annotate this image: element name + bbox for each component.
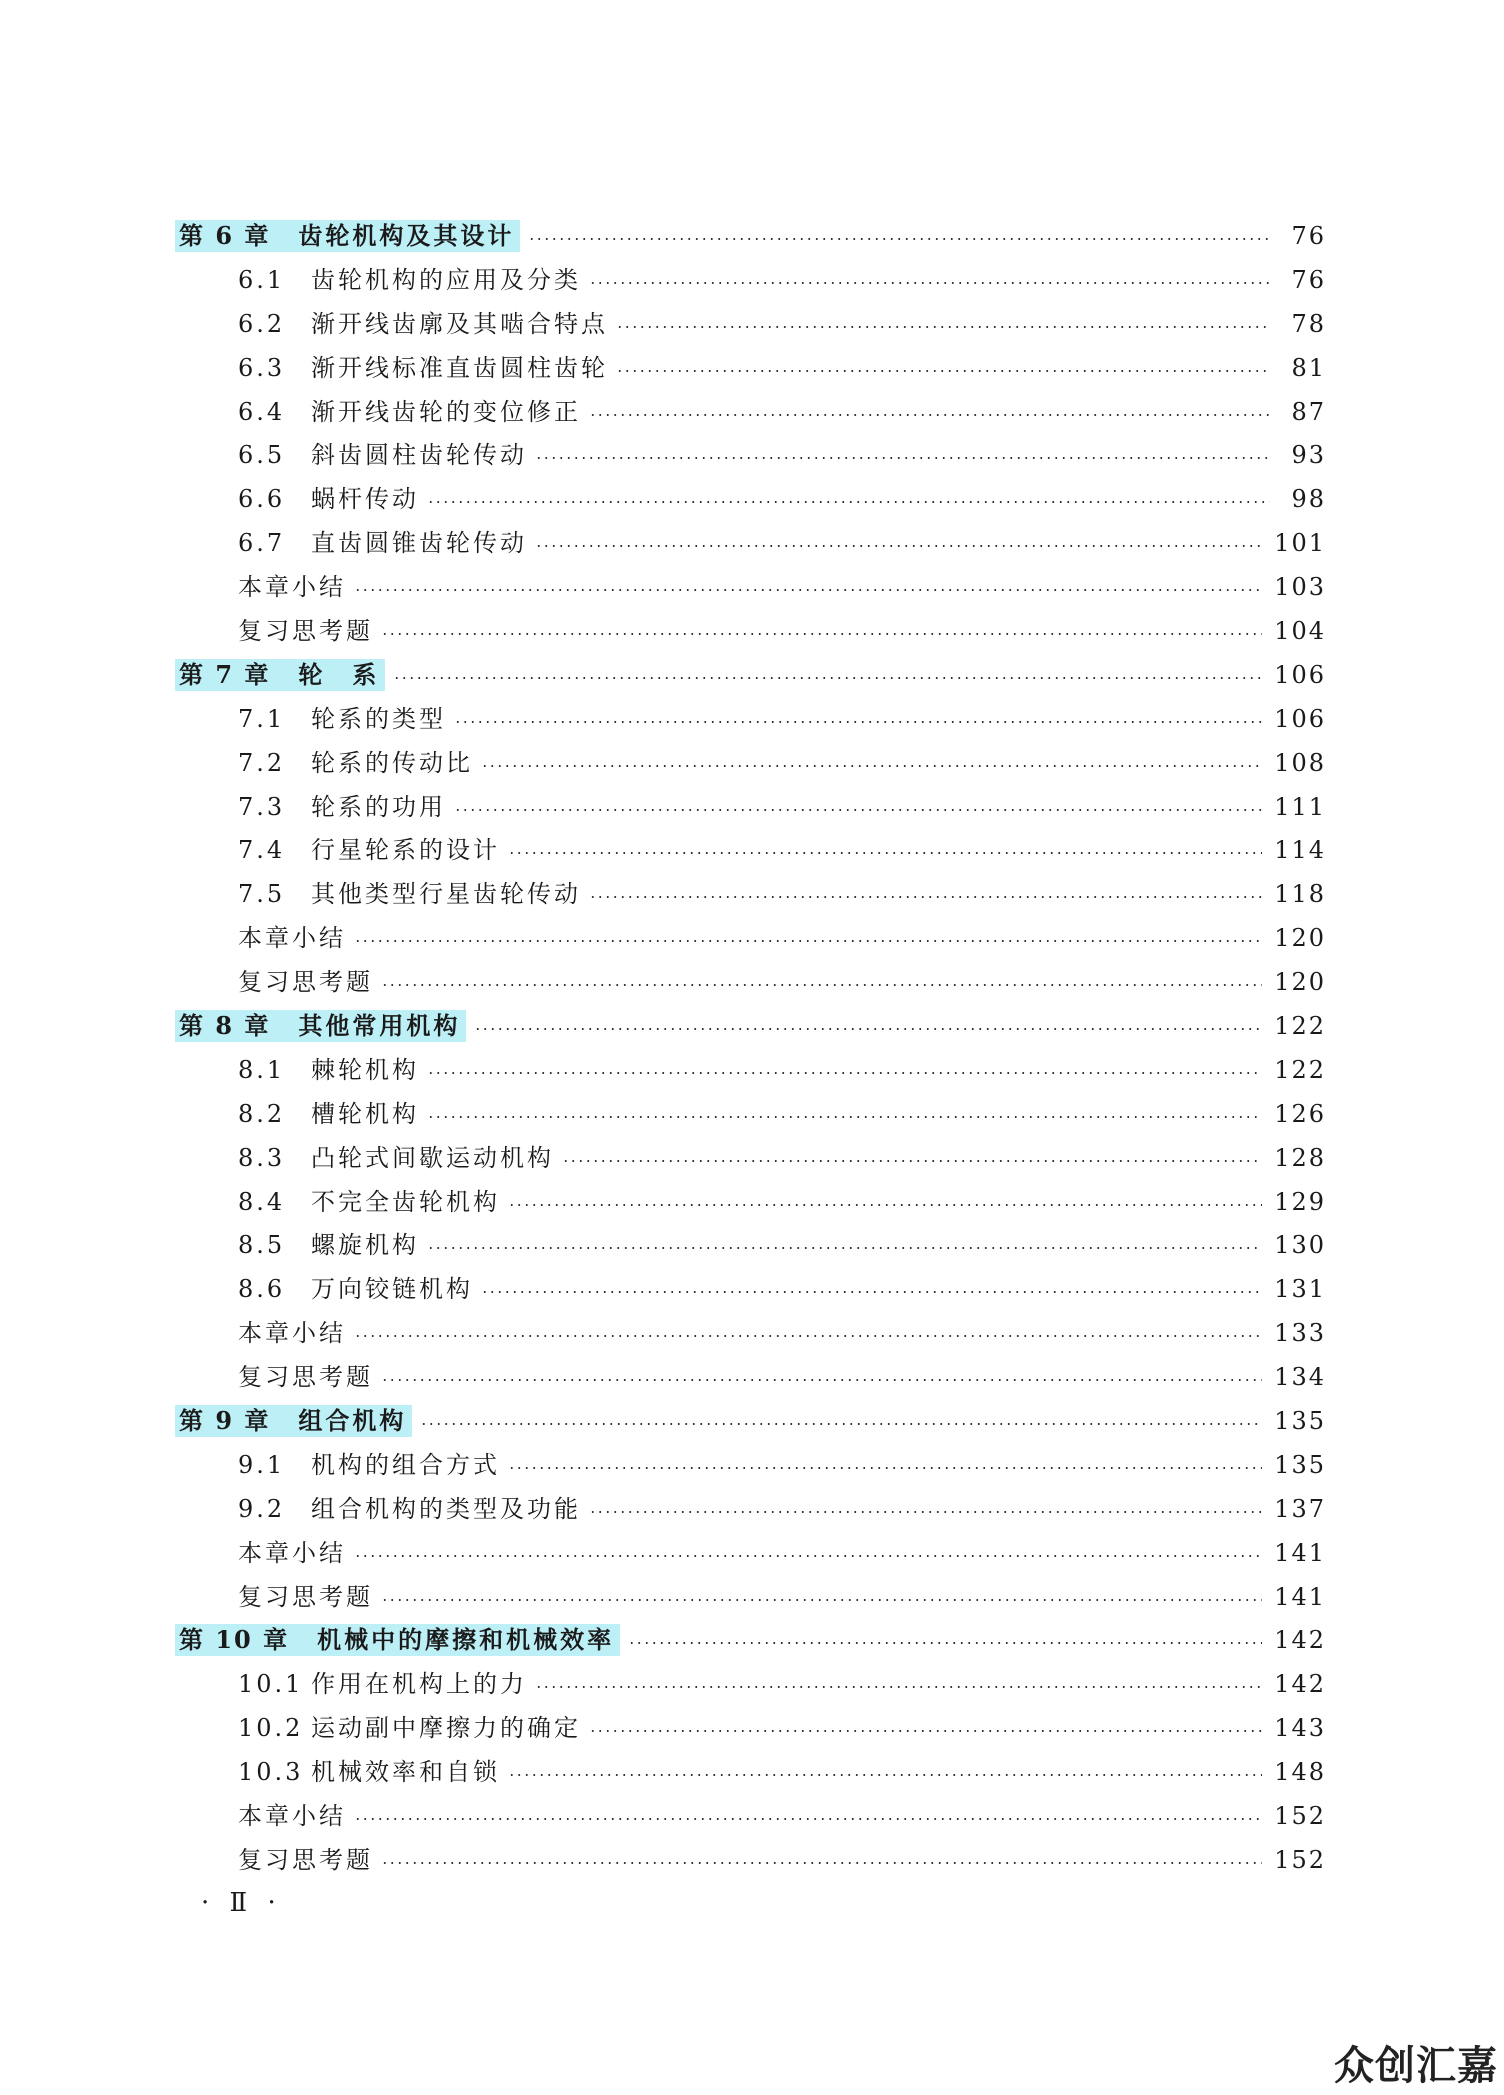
toc-entry-title: 凸轮式间歇运动机构	[311, 1143, 554, 1172]
toc-section-entry[interactable]	[179, 1223, 1326, 1267]
toc-entry-title: 行星轮系的设计	[311, 836, 500, 865]
dot-leader	[427, 1247, 1262, 1249]
dot-leader	[381, 1379, 1262, 1381]
toc-chapter-entry[interactable]	[179, 1399, 1326, 1443]
toc-entry-heading	[238, 1538, 346, 1567]
toc-entry-page-number: 126	[1274, 1099, 1326, 1128]
toc-entry-page-number: 152	[1274, 1802, 1326, 1830]
toc-entry-title: 复习思考题	[238, 1845, 373, 1874]
toc-entry-heading	[238, 353, 608, 382]
toc-section-entry[interactable]	[179, 1487, 1326, 1531]
dot-leader	[427, 1116, 1262, 1118]
toc-section-entry[interactable]	[179, 1662, 1326, 1706]
toc-entry-heading	[238, 397, 581, 426]
toc-section-entry[interactable]	[179, 521, 1326, 565]
dot-leader	[508, 1774, 1262, 1776]
dot-leader	[381, 1599, 1262, 1601]
toc-entry-page-number: 106	[1274, 660, 1326, 689]
toc-section-entry[interactable]	[179, 609, 1326, 653]
toc-entry-heading	[238, 265, 581, 294]
toc-chapter-entry[interactable]	[179, 1004, 1326, 1048]
toc-entry-title: 机械效率和自锁	[311, 1758, 500, 1787]
dot-leader	[381, 1862, 1262, 1864]
toc-entry-heading	[238, 792, 446, 821]
toc-section-entry[interactable]	[179, 1180, 1326, 1224]
dot-leader	[420, 1423, 1262, 1425]
toc-entry-heading	[238, 1494, 581, 1523]
toc-section-entry[interactable]	[179, 1838, 1326, 1882]
toc-entry-number: 8.6	[238, 1275, 286, 1304]
dot-leader	[481, 1291, 1262, 1293]
toc-section-entry[interactable]	[179, 565, 1326, 609]
toc-entry-page-number: 111	[1274, 792, 1326, 821]
toc-entry-page-number: 103	[1274, 573, 1326, 602]
toc-entry-heading	[175, 220, 520, 252]
dot-leader	[589, 896, 1262, 898]
toc-entry-page-number: 142	[1274, 1670, 1326, 1699]
toc-entry-heading	[238, 924, 346, 953]
toc-entry-number: 8.4	[238, 1187, 286, 1216]
toc-entry-number: 9.1	[238, 1450, 286, 1479]
toc-entry-page-number: 122	[1274, 1011, 1326, 1040]
dot-leader	[589, 414, 1270, 416]
dot-leader	[508, 1467, 1262, 1469]
toc-entry-number: 10.1	[238, 1670, 304, 1699]
toc-entry-number: 8.1	[238, 1055, 286, 1084]
toc-entry-page-number: 78	[1291, 309, 1326, 338]
toc-entry-page-number: 135	[1274, 1406, 1326, 1435]
toc-entry-page-number: 93	[1291, 441, 1326, 470]
toc-entry-heading	[238, 309, 608, 338]
toc-entry-number: 10.3	[238, 1758, 304, 1787]
toc-entry-number: 6.3	[238, 353, 286, 382]
toc-entry-page-number: 133	[1274, 1319, 1326, 1348]
toc-entry-title: 组合机构	[298, 1406, 407, 1435]
dot-leader	[393, 677, 1262, 679]
toc-entry-title: 组合机构的类型及功能	[311, 1494, 581, 1523]
toc-entry-heading	[238, 1099, 419, 1128]
toc-entry-number: 第 8 章	[179, 1010, 271, 1040]
dot-leader	[589, 282, 1270, 284]
toc-entry-title: 轮 系	[298, 660, 380, 689]
toc-entry-heading	[238, 1670, 527, 1699]
toc-entry-page-number: 114	[1274, 836, 1326, 865]
toc-entry-title: 机械中的摩擦和机械效率	[317, 1626, 615, 1655]
toc-entry-title: 本章小结	[238, 1802, 346, 1830]
toc-entry-page-number: 142	[1274, 1626, 1326, 1655]
toc-entry-title: 不完全齿轮机构	[311, 1187, 500, 1216]
toc-entry-page-number: 128	[1274, 1143, 1326, 1172]
toc-entry-title: 其他常用机构	[298, 1011, 461, 1040]
dot-leader	[616, 326, 1270, 328]
toc-entry-title: 轮系的传动比	[311, 748, 473, 777]
toc-entry-page-number: 135	[1274, 1450, 1326, 1479]
dot-leader	[535, 457, 1270, 459]
toc-entry-number: 9.2	[238, 1494, 286, 1523]
toc-section-entry[interactable]	[179, 477, 1326, 521]
toc-entry-number: 6.6	[238, 485, 286, 514]
toc-entry-heading	[238, 968, 373, 997]
toc-entry-page-number: 120	[1274, 924, 1326, 953]
toc-entry-heading	[238, 441, 527, 470]
dot-leader	[481, 765, 1262, 767]
toc-section-entry[interactable]	[179, 741, 1326, 785]
toc-section-entry[interactable]	[179, 433, 1326, 477]
toc-chapter-entry[interactable]	[179, 214, 1326, 258]
toc-entry-title: 本章小结	[238, 1319, 346, 1348]
toc-entry-page-number: 137	[1274, 1494, 1326, 1523]
toc-entry-heading	[175, 1405, 412, 1437]
toc-entry-heading	[175, 659, 385, 691]
toc-entry-number: 7.2	[238, 748, 286, 777]
toc-chapter-entry[interactable]	[179, 653, 1326, 697]
toc-section-entry[interactable]	[179, 1311, 1326, 1355]
toc-entry-number: 8.2	[238, 1099, 286, 1128]
toc-entry-title: 齿轮机构的应用及分类	[311, 265, 581, 294]
toc-entry-heading	[238, 1450, 500, 1479]
toc-entry-number: 第 10 章	[179, 1625, 290, 1655]
dot-leader	[354, 1335, 1262, 1337]
toc-section-entry[interactable]	[179, 1443, 1326, 1487]
toc-entry-number: 6.4	[238, 397, 286, 426]
toc-entry-title: 渐开线齿轮的变位修正	[311, 397, 581, 426]
dot-leader	[562, 1160, 1262, 1162]
toc-entry-title: 其他类型行星齿轮传动	[311, 880, 581, 909]
toc-entry-heading	[238, 748, 473, 777]
toc-entry-page-number: 148	[1274, 1758, 1326, 1787]
toc-entry-number: 6.5	[238, 441, 286, 470]
dot-leader	[427, 501, 1270, 503]
toc-section-entry[interactable]	[179, 872, 1326, 916]
toc-section-entry[interactable]	[179, 1355, 1326, 1399]
dot-leader	[508, 852, 1262, 854]
toc-entry-page-number: 130	[1274, 1231, 1326, 1260]
toc-entry-number: 6.1	[238, 265, 286, 294]
toc-entry-page-number: 141	[1274, 1538, 1326, 1567]
toc-entry-number: 8.5	[238, 1231, 286, 1260]
toc-entry-heading	[238, 573, 346, 602]
toc-entry-title: 棘轮机构	[311, 1055, 419, 1084]
toc-entry-page-number: 143	[1274, 1714, 1326, 1743]
toc-entry-title: 万向铰链机构	[311, 1275, 473, 1304]
toc-section-entry[interactable]	[179, 1092, 1326, 1136]
dot-leader	[508, 1204, 1262, 1206]
toc-entry-heading	[238, 880, 581, 909]
toc-chapter-entry[interactable]	[179, 1619, 1326, 1663]
toc-entry-page-number: 131	[1274, 1275, 1326, 1304]
dot-leader	[354, 1555, 1262, 1557]
toc-section-entry[interactable]	[179, 1048, 1326, 1092]
toc-entry-title: 轮系的类型	[311, 704, 446, 733]
toc-entry-page-number: 98	[1291, 485, 1326, 514]
toc-entry-number: 7.5	[238, 880, 286, 909]
toc-entry-number: 10.2	[238, 1714, 304, 1743]
toc-entry-page-number: 141	[1274, 1582, 1326, 1611]
toc-entry-number: 第 7 章	[179, 659, 271, 689]
toc-entry-page-number: 106	[1274, 704, 1326, 733]
toc-entry-title: 齿轮机构及其设计	[298, 221, 515, 250]
toc-entry-title: 渐开线齿廓及其啮合特点	[311, 309, 608, 338]
dot-leader	[381, 984, 1262, 986]
toc-entry-heading	[238, 1845, 373, 1874]
toc-entry-page-number: 108	[1274, 748, 1326, 777]
toc-entry-title: 复习思考题	[238, 616, 373, 645]
toc-entry-heading	[238, 1714, 581, 1743]
toc-entry-page-number: 87	[1291, 397, 1326, 426]
toc-entry-page-number: 104	[1274, 616, 1326, 645]
toc-entry-heading	[238, 1275, 473, 1304]
toc-entry-heading	[238, 1582, 373, 1611]
toc-entry-heading	[238, 1363, 373, 1392]
toc-entry-heading	[175, 1010, 466, 1042]
toc-section-entry[interactable]	[179, 1750, 1326, 1794]
toc-entry-title: 运动副中摩擦力的确定	[311, 1714, 581, 1743]
toc-entry-heading	[238, 1319, 346, 1348]
page-folio: · Ⅱ ·	[201, 1888, 282, 1918]
toc-entry-page-number: 81	[1291, 353, 1326, 382]
toc-entry-title: 蜗杆传动	[311, 485, 419, 514]
dot-leader	[474, 1028, 1262, 1030]
table-of-contents	[179, 214, 1326, 1882]
dot-leader	[354, 589, 1262, 591]
toc-entry-number: 7.4	[238, 836, 286, 865]
dot-leader	[427, 1072, 1262, 1074]
toc-entry-title: 槽轮机构	[311, 1099, 419, 1128]
toc-section-entry[interactable]	[179, 1575, 1326, 1619]
toc-entry-title: 本章小结	[238, 924, 346, 953]
toc-entry-title: 作用在机构上的力	[311, 1670, 527, 1699]
toc-entry-number: 7.3	[238, 792, 286, 821]
toc-entry-title: 复习思考题	[238, 1582, 373, 1611]
dot-leader	[535, 545, 1262, 547]
toc-entry-page-number: 76	[1291, 265, 1326, 294]
toc-section-entry[interactable]	[179, 697, 1326, 741]
toc-entry-number: 7.1	[238, 704, 286, 733]
toc-entry-page-number: 120	[1274, 968, 1326, 997]
toc-entry-number: 第 6 章	[179, 220, 271, 250]
toc-section-entry[interactable]	[179, 1267, 1326, 1311]
toc-section-entry[interactable]	[179, 1531, 1326, 1575]
toc-entry-heading	[238, 1231, 419, 1260]
toc-entry-number: 第 9 章	[179, 1405, 271, 1435]
toc-entry-heading	[238, 1187, 500, 1216]
toc-section-entry[interactable]	[179, 302, 1326, 346]
toc-entry-title: 直齿圆锥齿轮传动	[311, 529, 527, 558]
toc-entry-heading	[238, 1055, 419, 1084]
dot-leader	[535, 1686, 1262, 1688]
toc-entry-page-number: 152	[1274, 1845, 1326, 1874]
toc-section-entry[interactable]	[179, 1136, 1326, 1180]
toc-section-entry[interactable]	[179, 960, 1326, 1004]
dot-leader	[589, 1730, 1262, 1732]
dot-leader	[454, 721, 1262, 723]
toc-entry-heading	[238, 836, 500, 865]
dot-leader	[528, 238, 1270, 240]
toc-entry-heading	[238, 485, 419, 514]
toc-section-entry[interactable]	[179, 346, 1326, 390]
toc-entry-title: 本章小结	[238, 573, 346, 602]
toc-entry-page-number: 76	[1291, 221, 1326, 250]
toc-entry-title: 复习思考题	[238, 968, 373, 997]
toc-section-entry[interactable]	[179, 1794, 1326, 1838]
toc-entry-heading	[238, 529, 527, 558]
toc-entry-number: 8.3	[238, 1143, 286, 1172]
toc-entry-title: 螺旋机构	[311, 1231, 419, 1260]
toc-entry-number: 6.7	[238, 529, 286, 558]
toc-entry-title: 斜齿圆柱齿轮传动	[311, 441, 527, 470]
toc-entry-title: 本章小结	[238, 1538, 346, 1567]
dot-leader	[354, 1818, 1262, 1820]
toc-section-entry[interactable]	[179, 916, 1326, 960]
toc-entry-page-number: 134	[1274, 1363, 1326, 1392]
toc-entry-title: 渐开线标准直齿圆柱齿轮	[311, 353, 608, 382]
toc-entry-heading	[238, 1804, 346, 1828]
toc-entry-title: 轮系的功用	[311, 792, 446, 821]
toc-entry-page-number: 129	[1274, 1187, 1326, 1216]
dot-leader	[454, 809, 1262, 811]
dot-leader	[354, 940, 1262, 942]
dot-leader	[381, 633, 1262, 635]
toc-entry-heading	[238, 704, 446, 733]
toc-section-entry[interactable]	[179, 390, 1326, 434]
toc-entry-page-number: 122	[1274, 1055, 1326, 1084]
toc-entry-page-number: 101	[1274, 529, 1326, 558]
toc-entry-heading	[175, 1624, 620, 1656]
toc-entry-heading	[238, 616, 373, 645]
toc-entry-title: 复习思考题	[238, 1363, 373, 1392]
dot-leader	[616, 370, 1270, 372]
dot-leader	[628, 1642, 1262, 1644]
toc-section-entry[interactable]	[179, 258, 1326, 302]
toc-entry-heading	[238, 1758, 500, 1787]
dot-leader	[589, 1511, 1262, 1513]
toc-entry-number: 6.2	[238, 309, 286, 338]
toc-section-entry[interactable]	[179, 1706, 1326, 1750]
toc-entry-heading	[238, 1143, 554, 1172]
toc-entry-page-number: 118	[1274, 880, 1326, 909]
toc-section-entry[interactable]	[179, 785, 1326, 829]
toc-entry-title: 机构的组合方式	[311, 1450, 500, 1479]
watermark-logo: 众创汇嘉	[1334, 2043, 1498, 2089]
toc-section-entry[interactable]	[179, 828, 1326, 872]
